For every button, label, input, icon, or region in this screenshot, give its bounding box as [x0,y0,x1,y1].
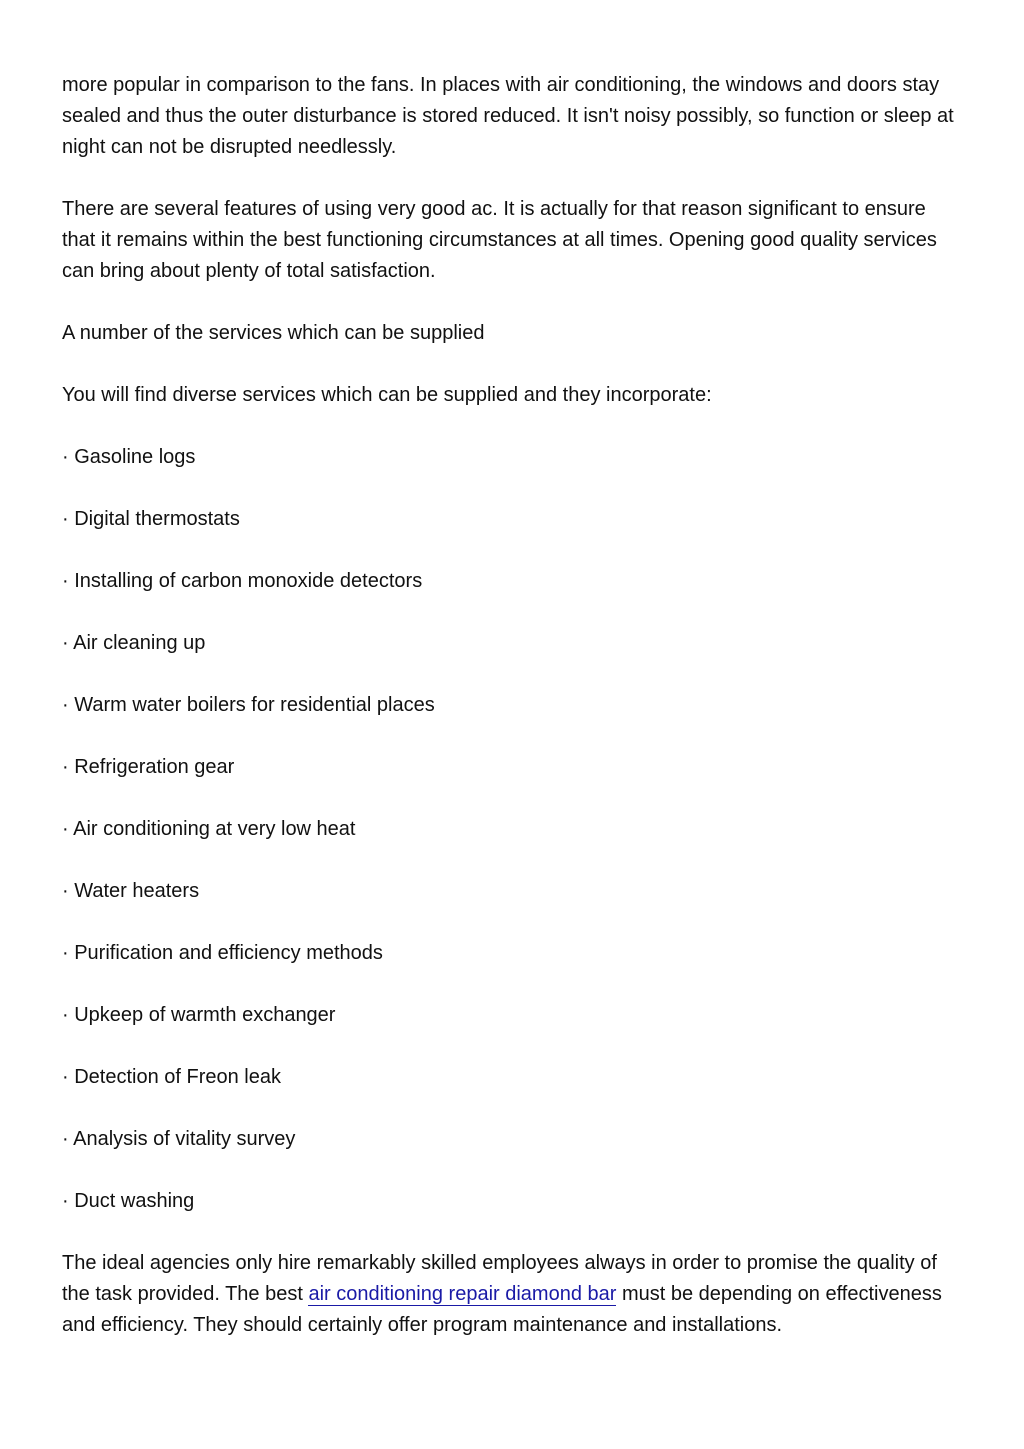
list-item: · Upkeep of warmth exchanger [62,1004,336,1026]
list-item: · Digital thermostats [62,508,240,530]
paragraph-intro: more popular in comparison to the fans. In places with air conditioning, the windows and doors stay sealed and thus the outer disturbance is stored reduced. It isn't noisy possibly, so function or sleep at night can not be disrupted needlessly. [62,74,954,158]
document-page [62,70,962,1372]
closing-text-before: The ideal agencies only hire remarkably skilled employees always in order to promise the quality of the task provided. The best [62,1252,937,1305]
list-item: · Air cleaning up [62,632,206,654]
paragraph-services-heading: A number of the services which can be supplied [62,322,485,344]
list-item: · Analysis of vitality survey [62,1128,296,1150]
list-item: · Refrigeration gear [62,756,235,778]
list-item: · Duct washing [62,1190,195,1212]
list-item: · Purification and efficiency methods [62,942,383,964]
list-item: · Detection of Freon leak [62,1066,281,1088]
closing-text-after: must be depending on effectiveness and efficiency. They should certainly offer program maintenance and installations. [62,1283,942,1336]
list-item: · Air conditioning at very low heat [62,818,356,840]
air-conditioning-repair-link[interactable]: air conditioning repair diamond bar [308,1283,617,1305]
paragraph-features: There are several features of using very good ac. It is actually for that reason significant to ensure that it remains within the best functioning circumstances at all times. Opening good quality services can bring about plenty of total satisfaction. [62,198,937,282]
list-item: · Warm water boilers for residential places [62,694,435,716]
list-item: · Installing of carbon monoxide detectors [62,570,423,592]
paragraph-services-intro: You will find diverse services which can be supplied and they incorporate: [62,384,712,406]
list-item: · Gasoline logs [62,446,196,468]
paragraph-closing [62,1248,962,1341]
list-item: · Water heaters [62,880,200,902]
